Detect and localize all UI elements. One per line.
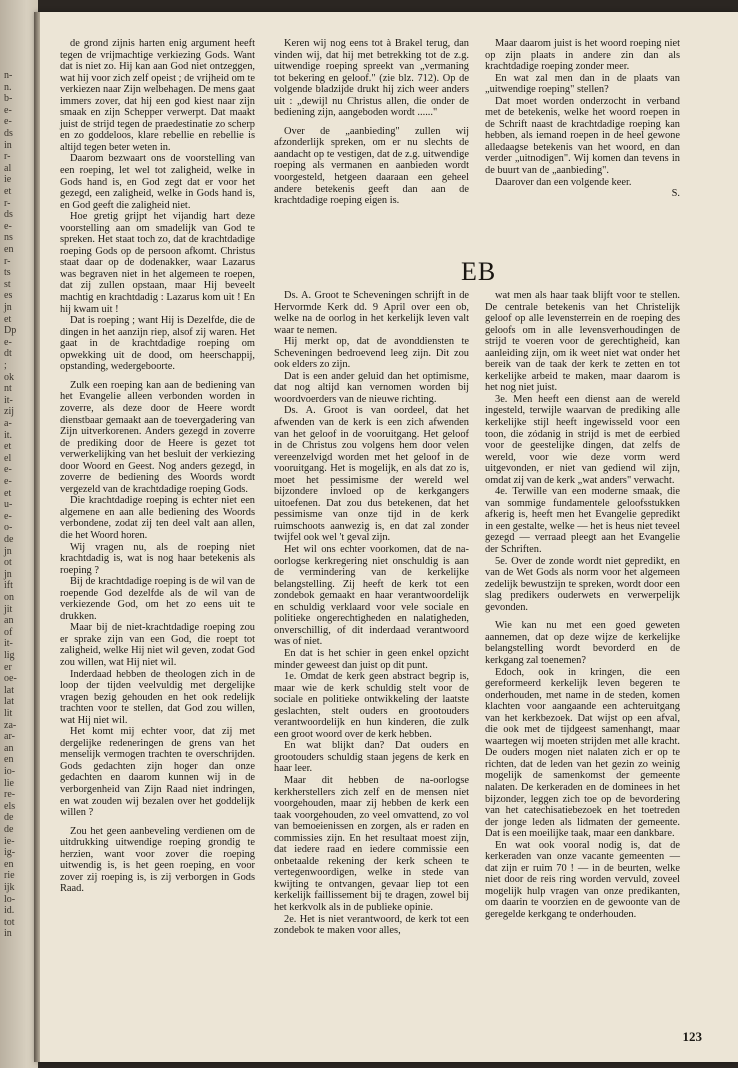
adjacent-page-text-fragment: tot	[4, 916, 15, 928]
paragraph: Daarom bezwaart ons de voorstelling van een roeping, let wel tot zaligheid, welke in Gods hand is, en God zegt dat er voor het gezegd, een zaligheid, welke in Gods hand is, en God geeft die zaligheid niet.	[60, 153, 255, 211]
paragraph: 2e. Het is niet verantwoord, de kerk tot een zondebok te maken voor alles,	[274, 913, 469, 937]
paragraph: Ds. A. Groot is van oordeel, dat het afwenden van de kerk is een zich afwenden van het geloof in de vooruitgang. Het geloof in de Christus zou volgens hem door velen vereenzelvigd worden met het geloof in de vooruitgang. Het is mogelijk, en als dat zo is, moet het pessimisme der wereld wel bijzondere invloed op de kerkgangers uitoefenen. Dat zou dus betekenen, dat het pessimisme van onze tijd in de kerk ruimschoots aanwezig is, en dat zal zonder twijfel ook wel 't geval zijn.	[274, 405, 469, 544]
adjacent-page-text-fragment: et	[4, 441, 12, 453]
adjacent-page-text-fragment: r-	[4, 197, 11, 209]
paragraph: Inderdaad hebben de theologen zich in de loop der tijden veelvuldig met dergelijke vragen bezig gehouden en het ook redelijk trachten voor te stellen, dat God zou willen, wat Hij niet wil.	[60, 668, 255, 726]
adjacent-page-text-fragment: ot	[4, 557, 12, 569]
adjacent-page-text-fragment: ift	[4, 580, 13, 592]
paragraph: Maar daarom juist is het woord roeping niet op zijn plaats in andere zin dan als krachtdadige roeping zonder meer.	[485, 38, 680, 73]
adjacent-page-text-fragment: de	[4, 824, 14, 835]
adjacent-page-text-fragment: ok	[4, 371, 14, 383]
paragraph: Dat is een ander geluid dan het optimisme, dat nog altijd kan vernomen worden bij woordvoerders van de nieuwe richting.	[274, 370, 469, 405]
adjacent-page-text-fragment: lo-	[4, 893, 16, 905]
paragraph: Maar bij de niet-krachtdadige roeping zou er sprake zijn van een God, die roept tot zaligheid, welke Hij niet wil geven, zodat God zou willen, wat Hij niet wil.	[60, 622, 255, 668]
paragraph: Bij de krachtdadige roeping is de wil van de roepende God dezelfde als de wil van de verkiezende God, om het zo eens uit te drukken.	[60, 576, 255, 622]
page-number: 123	[682, 1029, 702, 1044]
column-3-bottom	[485, 290, 680, 921]
adjacent-page-text-fragment: o-	[4, 522, 13, 534]
paragraph: Ds. A. Groot te Scheveningen schrijft in de Hervormde Kerk dd. 9 April over een ob, welke na de oorlog in het kerkelijk leven valt waar te nemen.	[274, 290, 469, 336]
adjacent-page-text-fragment: an	[4, 615, 14, 627]
adjacent-page-text-fragment: on	[4, 592, 14, 603]
adjacent-page-text-fragment: n.	[4, 81, 12, 93]
adjacent-page-text-fragment: it-	[4, 394, 13, 406]
paragraph: Hij merkt op, dat de avonddiensten te Scheveningen bedroevend leeg zijn. Dit zou ook elders zo zijn.	[274, 336, 469, 371]
paragraph: Wie kan nu met een goed geweten aannemen, dat op deze wijze de kerkelijke belangstelling wordt bevorderd en de kerkgang zal toenemen?	[485, 620, 680, 666]
adjacent-page-text-fragment: dt	[4, 348, 12, 360]
paragraph: Het komt mij echter voor, dat zij met dergelijke redeneringen de grens van het menselijk vermogen trachten te overschrijden. Gods gedachten zijn hoger dan onze gedachten en daarom kunnen wij in de verborgenheid van Zijn Raad niet indringen, en wat zouden wij bezalen over het goddelijk willen ?	[60, 726, 255, 819]
adjacent-page-text-fragment: re-	[4, 789, 16, 801]
adjacent-page-text-fragment: in	[4, 139, 12, 151]
adjacent-page-text-fragment: lat	[4, 684, 14, 696]
adjacent-page-text-fragment: al	[4, 162, 12, 174]
adjacent-page-text-fragment: oe-	[4, 673, 17, 685]
paragraph: Keren wij nog eens tot à Brakel terug, dan vinden wij, dat hij met betrekking tot de z.g. uitwendige roeping spreekt van „vermaning tot bekering en geloof." (zie blz. 712). Op de volgende bladzijde drukt hij zich weer anders uit : „dewijl nu Christus allen, die onder de bediening zijn, aangeboden wordt ......"	[274, 38, 469, 119]
paragraph: de grond zijnis harten enig argument heeft tegen de vrijmachtige verkiezing Gods. Want dat is niet zo. Hij kan aan God niet ontzeggen, wat hij voor zich zelf opeist ; de vrijheid om te verkiezen naar Zijn welbehagen. De mens gaat immers zover, dat hij een god kiest naar zijn smaak en zijn Schepper verwerpt. Dat maakt juist de strijd tegen de praedestinatie zo scherp en zo goddeloos, klare rebellie en rebellie is altijd tegen beter weten in.	[60, 38, 255, 153]
adjacent-page-text-fragment: Dp	[4, 325, 17, 337]
adjacent-page-text-fragment: ds	[4, 128, 13, 139]
paragraph: Dat moet worden onderzocht in verband met de betekenis, welke het woord roepen in de Schrift naast de krachtdadige roeping kan hebben, als iemand roepen in de heel gewone alledaagse betekenis van het woord, en dan verder „uitnodigen". Wij komen dan tevens in de buurt van de „aanbieding".	[485, 95, 680, 177]
paragraph: Wij vragen nu, als de roeping niet krachtdadig is, wat is nog haar betekenis als roeping ?	[60, 541, 255, 576]
adjacent-page-text-fragment: zij	[4, 406, 14, 418]
adjacent-page-text-fragment: els	[4, 800, 16, 812]
paragraph: En dat is het schier in geen enkel opzicht minder geweest dan juist op dit punt.	[274, 647, 469, 671]
adjacent-page-text-fragment: of	[4, 626, 13, 638]
adjacent-page-text-fragment: r-	[4, 255, 11, 267]
adjacent-page-text-fragment: e-	[4, 464, 12, 476]
adjacent-page-text-fragment: st	[4, 278, 11, 290]
adjacent-page-text-fragment: ie-	[4, 835, 15, 847]
adjacent-page-text-fragment: in	[4, 928, 12, 940]
paragraph: Zulk een roeping kan aan de bediening van het Evangelie alleen verbonden worden in zoverre, als deze door de Heere wordt dienstbaar gemaakt aan de toevergadering van Zijn uitverkorenen. Anders gezegd in zoverre de prediking door de Heere is gezet tot verwerkelijking van het besluit der verkiezing door Woord en Geest. Nog anders gezegd, in zoverre de bediening des Woords wordt vergezeld van de krachtdadige roeping Gods.	[60, 379, 255, 495]
adjacent-page-text-fragment: u-	[4, 499, 13, 511]
adjacent-page-text-fragment: lig	[4, 650, 15, 661]
adjacent-page-text-fragment: ijk	[4, 882, 15, 893]
paragraph: 3e. Men heeft een dienst aan de wereld ingesteld, terwijle waarvan de prediking alle kerkelijke stijl heeft ingewisseld voor een toon, die zódanig in strijd is met de eerbied voor de geestelijke dingen, dat zelfs de wereld, voor wie deze vorm werd uitgevonden, er niet van gediend wil zijn, omdat zij van de kerk „wat anders" verwacht.	[485, 393, 680, 486]
column-1	[60, 38, 255, 895]
adjacent-page-strip	[0, 0, 38, 1068]
adjacent-page-text-fragment: jn	[4, 568, 12, 580]
adjacent-page-text-fragment: jit	[4, 603, 13, 615]
paragraph: Het wil ons echter voorkomen, dat de na-oorlogse kerkregering niet onschuldig is aan de vermindering van de kerkelijke belangstelling. Zij heeft de kerk tot een zondebok gemaakt en haar verantwoordelijk en schuldig verklaard voor vele sociale en politieke ongerechtigheden en nalatigheden, onverschillig, of dit inderdaad verantwoord was of niet.	[274, 544, 469, 648]
adjacent-page-text-fragment: de	[4, 812, 14, 824]
adjacent-page-text-fragment: et	[4, 487, 12, 499]
adjacent-page-text-fragment: e-	[4, 220, 12, 232]
adjacent-page-text-fragment: za-	[4, 719, 17, 731]
magazine-page	[38, 12, 738, 1062]
paragraph: Daarover dan een volgende keer.	[495, 176, 632, 188]
author-signature: S.	[671, 188, 680, 200]
paragraph: Zou het geen aanbeveling verdienen om de uitdrukking uitwendige roeping grondig te herzien, want voor zover die roeping uitwendig is, is het geen roeping, en voor zover zij roeping is, is zij verborgen in Gods Raad.	[60, 825, 255, 895]
paragraph: Hoe gretig grijpt het vijandig hart deze voorstelling aan om smadelijk van God te spreken. Het staat toch zo, dat de krachtdadige roeping Gods op de persoon afkomt. Christus staat daar op de dodenakker, waar Lazarus was begraven niet in het algemeen te roepen, dat zij zullen opstaan, maar Hij beveelt machtig en krachtdadig : Lazarus kom uit ! En hij kwam uit !	[60, 211, 255, 315]
column-2-bottom	[274, 290, 469, 937]
adjacent-page-text-fragment: b-	[4, 93, 13, 105]
paragraph: 4e. Terwille van een moderne smaak, die van sommige fundamentele geloofsstukken afkerig is, heeft men het Evangelie gepredikt in een gestalte, welke — het is heus niet teveel gezegd — verraad pleegt aan het Evangelie der Schriften.	[485, 486, 680, 556]
paragraph: En wat ook vooral nodig is, dat de kerkeraden van onze vacante gemeenten — dat zijn er ruim 70 ! — in de beurten, welke niet door de reis ring worden vervuld, zoveel mogelijk hulp vragen van onze predikanten, om daarin te voorzien en de gewoonte van de geregelde kerkgang te onderhouden.	[485, 839, 680, 920]
adjacent-page-text-fragment: en	[4, 858, 14, 870]
adjacent-page-text-fragment: a-	[4, 418, 12, 429]
adjacent-page-text-fragment: ar-	[4, 731, 15, 743]
adjacent-page-text-fragment: er	[4, 661, 12, 673]
paragraph: Dat is roeping ; want Hij is Dezelfde, die de dingen in het aanzijn riep, alsof zij waren. Het gaat in de krachtdadige roeping om opwekking uit de dood, om heerschappij, opstanding, wedergeboorte.	[60, 315, 255, 373]
adjacent-page-text-fragment: r-	[4, 151, 11, 163]
adjacent-page-text-fragment: e-	[4, 116, 12, 128]
adjacent-page-text-fragment: e-	[4, 476, 12, 487]
adjacent-page-text-fragment: rie	[4, 870, 15, 882]
paragraph: Over de „aanbieding" zullen wij afzonderlijk spreken, om er nu slechts de aandacht op te vestigen, dat de z.g. uitwendige roeping als vermanen en aanbieden wordt voorgesteld, hetgeen daaraan een geheel andere betekenis geeft dan aan de krachtdadige roeping eigen is.	[274, 125, 469, 207]
column-3-top	[485, 38, 680, 200]
paragraph: wat men als haar taak blijft voor te stellen. De centrale betekenis van het Christelijk geloof op alle levensterrein en de roeping des geloofs om in alle levensverhoudingen de strijd te voeren voor de gerechtigheid, kan aanleiding zijn, om ik weet niet wat onder het bereik van de taak der kerk te zetten en tot kerkelijke arbeid te maken, maar daarom is het nog niet juist.	[485, 290, 680, 394]
adjacent-page-text-fragment: it-	[4, 638, 13, 650]
adjacent-page-text-fragment: nt	[4, 383, 12, 395]
adjacent-page-text-fragment: e-	[4, 104, 12, 116]
paragraph: En wat zal men dan in de plaats van „uitwendige roeping" stellen?	[485, 72, 680, 96]
adjacent-page-text-fragment: ;	[4, 360, 7, 371]
adjacent-page-text-fragment: en	[4, 244, 14, 255]
adjacent-page-text-fragment: lie	[4, 777, 14, 789]
adjacent-page-text-fragment: jn	[4, 545, 12, 557]
adjacent-page-text-fragment: jn	[4, 302, 12, 313]
article-heading: EB	[461, 257, 497, 286]
adjacent-page-text-fragment: io-	[4, 766, 16, 777]
paragraph: Die krachtdadige roeping is echter niet een algemene en aan alle bediening des Woords verbondene, zodat zij ten deel valt aan allen, die het Woord horen.	[60, 495, 255, 541]
adjacent-page-text-fragment: an	[4, 742, 14, 754]
page-spine-shadow	[34, 12, 40, 1062]
column-2-top	[274, 38, 469, 207]
paragraph: Maar dit hebben de na-oorlogse kerkherstellers zich zelf en de mensen niet voorgehouden, maar zij hebben de kerk een taak voorgehouden, zo veel omvattend, zo vol van bemoeienissen en zorgen, als er raden en commissies zijn. En het resultaat moest zijn, dat iedere raad en iedere commissie een onbetaalde rekening der kerk scheen te vertegenwoordigen, welke in stede van kwijting te ontvangen, gevaar liep tot een kerkelijk faillissement bij te dragen, zowel bij het kerkvolk als in de publieke opinie.	[274, 774, 469, 913]
adjacent-page-text-fragment: e-	[4, 336, 12, 348]
adjacent-page-text-fragment: ds	[4, 209, 13, 221]
paragraph: 5e. Over de zonde wordt niet gepredikt, en van de Wet Gods als norm voor het algemeen zedelijk bewustzijn te spreken, wordt door een slag predikers ouderwets en verwerpelijk gevonden.	[485, 555, 680, 613]
adjacent-page-text-fragment: en	[4, 754, 14, 766]
adjacent-page-text-fragment: ie	[4, 174, 12, 186]
adjacent-page-text-fragment: et	[4, 313, 12, 325]
adjacent-page-text-fragment: ns	[4, 232, 13, 244]
adjacent-page-text-fragment: it.	[4, 429, 13, 441]
adjacent-page-text-fragment: de	[4, 534, 14, 545]
paragraph: Edoch, ook in kringen, die een gereformeerd kerkelijk leven begeren te onderhouden, met name in de steden, komen klachten voor aangaande een achteruitgang van het kerkbezoek. Dat wijst op een afval, die ook met de tijdgeest samenhangt, maar waartegen wij moeten strijden met alle kracht. De ouders mogen niet nalaten zich er op te richten, dat de leden van het gezin zo weinig mogelijk de samenkomst der gemeente nalaten. De kerkeraden en de dominees in het bijzonder, leggen zich toe op de bevordering van het catechisatiebezoek en het toetreden der jonge leden als lidmaten der gemeente. Dat is een moeilijke taak, maar een dankbare.	[485, 666, 680, 840]
adjacent-page-text-fragment: e-	[4, 510, 12, 522]
adjacent-page-text-fragment: n-	[4, 70, 13, 81]
adjacent-page-text-fragment: el	[4, 452, 12, 464]
adjacent-page-text-fragment: lat	[4, 696, 14, 708]
adjacent-page-text-fragment: lit	[4, 708, 13, 719]
paragraph: 1e. Omdat de kerk geen abstract begrip is, maar wie de kerk schuldig stelt voor de sociale en politieke ontwikkeling der laatste geslachten, stelt ouders en grootouders verantwoordelijk en hun kinderen, die zulk een groot woord over de kerk hebben.	[274, 671, 469, 740]
adjacent-page-text-fragment: ig-	[4, 847, 16, 859]
adjacent-page-text-fragment: et	[4, 186, 12, 197]
adjacent-page-text-fragment: ts	[4, 267, 11, 279]
adjacent-page-text-fragment: es	[4, 290, 13, 302]
adjacent-page-text-fragment: id.	[4, 905, 15, 917]
paragraph: En wat blijkt dan? Dat ouders en grootouders schuldig staan jegens de kerk en haar leer.	[274, 740, 469, 775]
